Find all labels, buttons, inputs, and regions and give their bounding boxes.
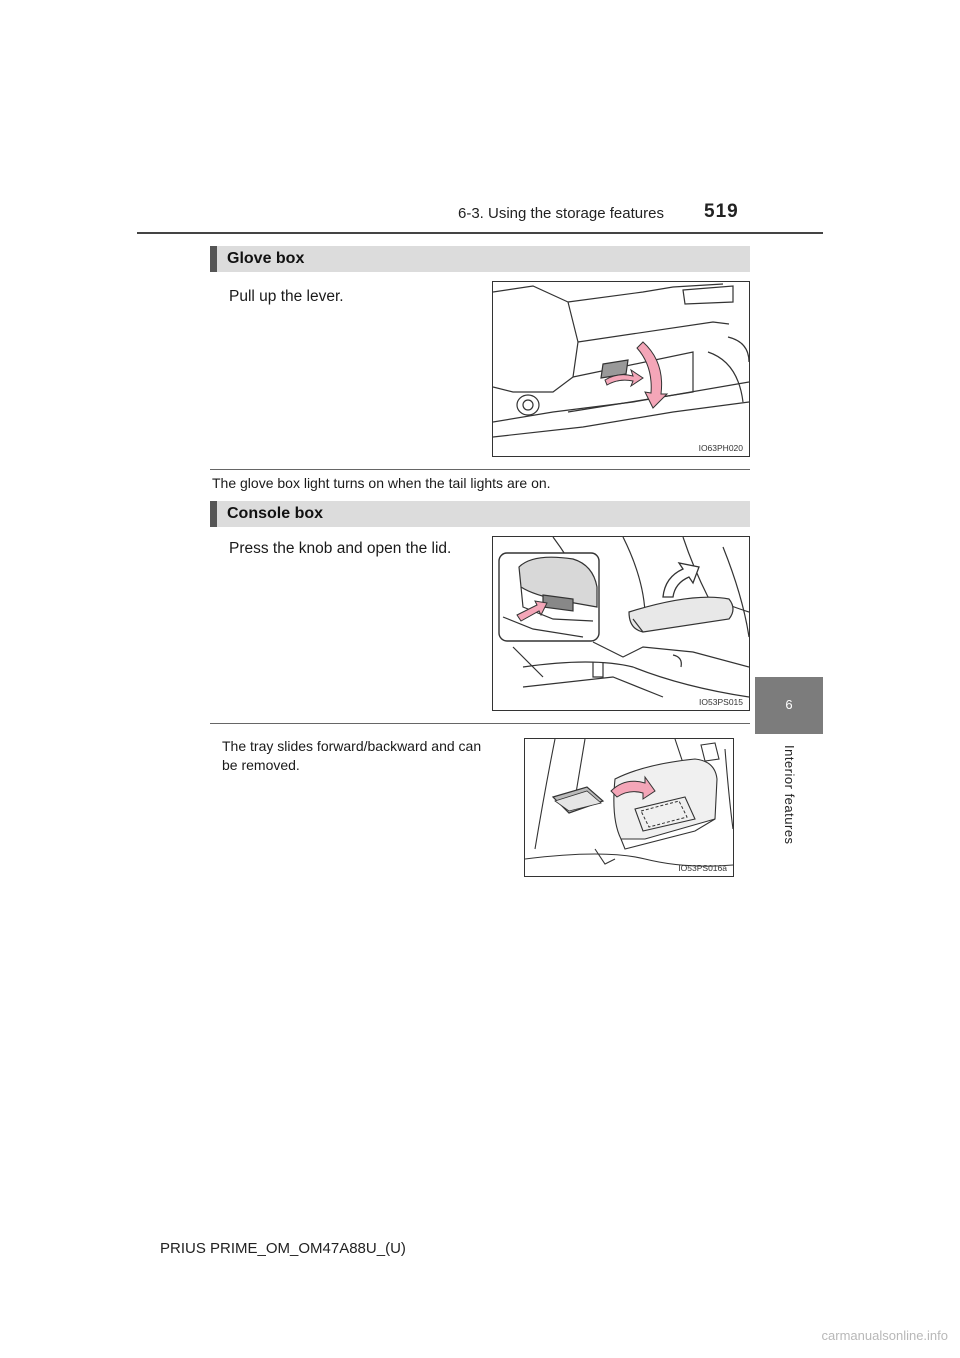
- chapter-label: Interior features: [782, 745, 797, 845]
- console-box-note-line-2: be removed.: [222, 757, 300, 773]
- image-code: IO53PS016a: [678, 863, 727, 873]
- console-box-note-line-1: The tray slides forward/backward and can: [222, 738, 482, 754]
- section-heading-label: Console box: [227, 505, 324, 522]
- chapter-number: 6: [785, 697, 793, 712]
- manual-id: PRIUS PRIME_OM_OM47A88U_(U): [160, 1240, 406, 1257]
- console-tray-illustration: [524, 738, 734, 877]
- image-code: IO63PH020: [698, 443, 743, 453]
- divider: [210, 723, 750, 724]
- glove-box-note: The glove box light turns on when the tail lights are on.: [212, 475, 551, 491]
- glove-box-instruction: Pull up the lever.: [229, 288, 344, 305]
- page-number: 519: [704, 201, 739, 222]
- section-heading-glove-box: [210, 246, 750, 272]
- glove-box-illustration: [492, 281, 750, 457]
- header-section-title: 6-3. Using the storage features: [458, 205, 664, 222]
- section-heading-console-box: [210, 501, 750, 527]
- section-heading-label: Glove box: [227, 250, 305, 267]
- watermark: carmanualsonline.info: [821, 1328, 948, 1343]
- console-box-instruction: Press the knob and open the lid.: [229, 540, 452, 557]
- image-code: IO53PS015: [699, 697, 743, 707]
- header-divider: [137, 232, 823, 234]
- chapter-tab: [755, 677, 823, 734]
- console-box-illustration: [492, 536, 750, 711]
- divider: [210, 469, 750, 470]
